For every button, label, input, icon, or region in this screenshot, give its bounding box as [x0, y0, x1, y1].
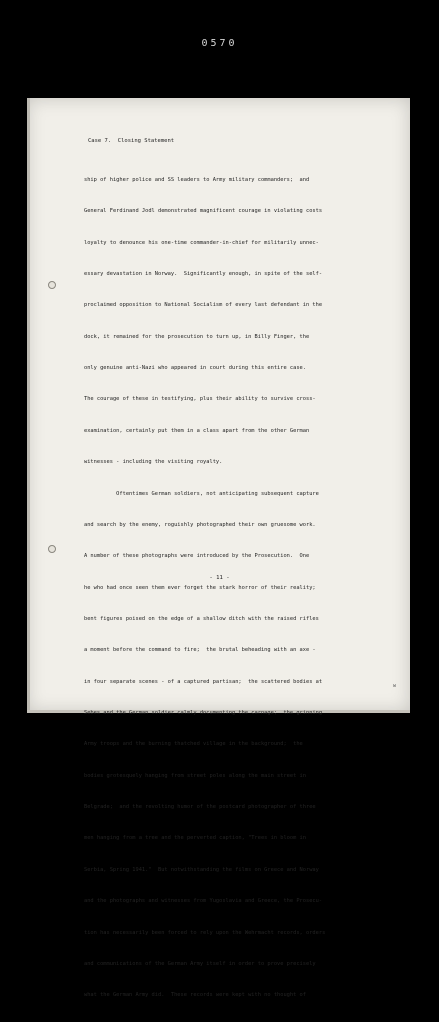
body-line: bent figures poised on the edge of a shallow ditch with the raised rifles	[84, 615, 319, 622]
punch-hole-bottom	[48, 545, 56, 553]
body-line: loyalty to denounce his one-time commander-in-chief for militarily unnec-	[84, 239, 319, 246]
body-line: The courage of these in testifying, plus their ability to survive cross-	[84, 396, 316, 403]
body-line: Serbia, Spring 1941." But notwithstanding the films on Greece and Norway	[84, 866, 319, 873]
body-line: and search by the enemy, roguishly photographed their own gruesome work.	[84, 521, 316, 528]
frame-number: 0570	[201, 38, 238, 49]
body-line: ship of higher police and SS leaders to Army military commanders; and	[84, 176, 310, 183]
body-line: Oftentimes German soldiers, not anticipating subsequent capture	[84, 490, 319, 497]
body-line: proclaimed opposition to National Socialism of every last defendant in the	[84, 302, 323, 309]
body-line: General Ferdinand Jodl demonstrated magnificent courage in violating costs	[84, 208, 323, 215]
body-line: bodies grotesquely hanging from street poles along the main street in	[84, 772, 306, 779]
page-edge-left	[27, 98, 30, 712]
body-line: Belgrade; and the revolting humor of the postcard photographer of three	[84, 804, 316, 811]
body-line: men hanging from a tree and the perverted caption, "Trees in bloom in	[84, 835, 306, 842]
body-line: what the German Army did. These records were kept with no thought of	[84, 992, 306, 999]
body-line: Sebes and the German soldier calmly documenting the carnage; the grinning	[84, 710, 323, 717]
body-line: dock, it remained for the prosecution to turn up, in Billy Finger, the	[84, 333, 310, 340]
document-body	[84, 154, 325, 1022]
body-line: in four separate scenes - of a captured partisan; the scattered bodies at	[84, 678, 323, 685]
body-line: examination, certainly put them in a class apart from the other German	[84, 427, 310, 434]
body-line: tion has necessarily been forced to rely upon the Wehrmacht records, orders	[84, 929, 326, 936]
document-header: Case 7. Closing Statement	[88, 138, 175, 144]
page-number: - 11 -	[209, 575, 230, 581]
body-line: he who had once seen them ever forget the stark horror of their reality;	[84, 584, 316, 591]
body-line: a moment before the command to fire; the brutal beheading with an axe -	[84, 647, 316, 654]
punch-hole-top	[48, 281, 56, 289]
body-line: Army troops and the burning thatched village in the background; the	[84, 741, 303, 748]
body-line: and the photographs and witnesses from Yugoslavia and Greece, the Prosecu-	[84, 898, 323, 905]
body-line: only genuine anti-Nazi who appeared in court during this entire case.	[84, 365, 306, 372]
body-line: and communications of the German Army itself in order to prove precisely	[84, 960, 316, 967]
body-line: essary devastation in Norway. Significantly enough, in spite of the self-	[84, 270, 323, 277]
body-line: A number of these photographs were introduced by the Prosecution. One	[84, 553, 310, 560]
body-line: witnesses - including the visiting royalty.	[84, 459, 223, 466]
corner-mark: w	[393, 683, 397, 689]
